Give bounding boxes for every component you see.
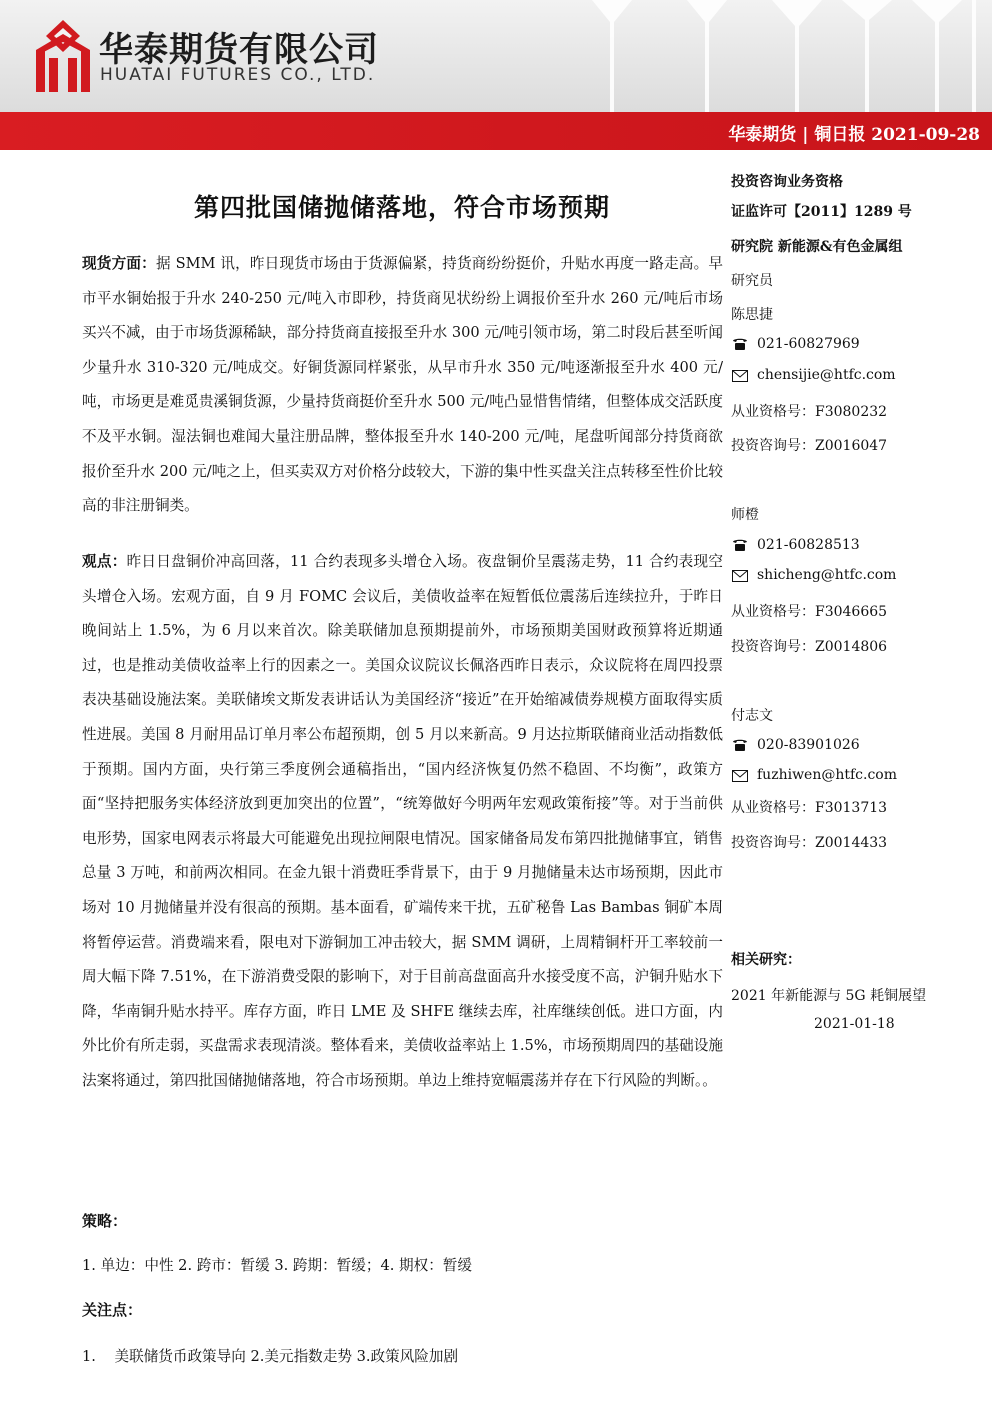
phone-icon (731, 537, 749, 553)
analyst-name: 付志文 (731, 708, 773, 724)
strategy-heading: 策略： (82, 1212, 128, 1230)
document-title: 第四批国储抛储落地，符合市场预期 (193, 193, 610, 222)
analyst-phone: 021-60828513 (757, 537, 860, 553)
page-header (0, 0, 992, 112)
analyst-advisory: 投资咨询号：Z0014806 (731, 639, 888, 655)
analyst-advisory: 投资咨询号：Z0014433 (731, 835, 888, 851)
spot-label: 现货方面： (82, 255, 156, 272)
strategy-text: 1. 单边：中性 2. 跨市：暂缓 3. 跨期：暂缓；4. 期权：暂缓 (82, 1257, 472, 1274)
analyst-email[interactable]: fuzhiwen@htfc.com (757, 767, 898, 783)
view-label: 观点： (82, 553, 127, 570)
focus-heading: 关注点： (82, 1301, 143, 1319)
analyst-name: 师橙 (731, 507, 759, 523)
phone-icon (731, 737, 749, 753)
mail-icon (731, 567, 749, 583)
analyst-name: 陈思捷 (731, 307, 773, 323)
analyst-phone-row (731, 537, 860, 553)
spot-paragraph (82, 247, 723, 524)
analyst-phone-row (731, 336, 860, 352)
analyst-phone: 021-60827969 (757, 336, 860, 352)
related-research-heading: 相关研究： (731, 952, 801, 968)
huatai-logo-icon (36, 20, 90, 92)
analyst-phone-row (731, 737, 860, 753)
view-paragraph (82, 545, 723, 1099)
analyst-advisory: 投资咨询号：Z0016047 (731, 438, 888, 454)
analyst-email[interactable]: shicheng@htfc.com (757, 567, 897, 583)
related-research-date: 2021-01-18 (814, 1016, 895, 1032)
analyst-email[interactable]: chensijie@htfc.com (757, 367, 896, 383)
brand-name-cn: 华泰期货有限公司 (99, 30, 379, 70)
report-tag: 华泰期货 | 铜日报 2021-09-28 (728, 125, 980, 145)
mail-icon (731, 367, 749, 383)
related-research-title[interactable]: 2021 年新能源与 5G 耗铜展望 (731, 988, 927, 1004)
researcher-role: 研究员 (731, 273, 773, 289)
phone-icon (731, 336, 749, 352)
analyst-cert: 从业资格号：F3080232 (731, 404, 888, 420)
mail-icon (731, 767, 749, 783)
analyst-email-row[interactable] (731, 767, 897, 783)
analyst-email-row[interactable] (731, 367, 896, 383)
research-dept: 研究院 新能源&有色金属组 (731, 239, 903, 255)
brand-name-en: HUATAI FUTURES CO., LTD. (100, 65, 376, 85)
analyst-cert: 从业资格号：F3046665 (731, 604, 888, 620)
focus-text: 1. 美联储货币政策导向 2.美元指数走势 3.政策风险加剧 (82, 1348, 459, 1365)
header-decoration (592, 0, 992, 112)
view-text: 昨日日盘铜价冲高回落，11 合约表现多头增仓入场。夜盘铜价呈震荡走势，11 合约表现空头增仓入场。宏观方面，自 9 月 FOMC 会议后，美债收益率在短暂低位震荡后连续拉升，于昨日晚间站上 1.5%，为 6 月以来首次。除美联储加息预期提前外，市场预期美国财政预算将近期通过，也是推动美债收益率上行的因素之一。美国众议院议长佩洛西昨日表示，众议院将在周四投票表决基础设施法案。美联储埃文斯发表讲话认为美国经济“接近”在开始缩减债券规模方面取得实质性进展。美国 8 月耐用品订单月率公布超预期，创 5 月以来新高。9 月达拉斯联储商业活动指数低于预期。国内方面，央行第三季度例会通稿指出，“国内经济恢复仍然不稳固、不均衡”，政策方面“坚持把服务实体经济放到更加突出的位置”，“统筹做好今明两年宏观政策衔接”等。对于当前供电形势，国家电网表示将最大可能避免出现拉闸限电情况。国家储备局发布第四批抛储事宜，销售总量 3 万吨，和前两次相同。在金九银十消费旺季背景下，由于 9 月抛储量未达市场预期，因此市场对 10 月抛储量并没有很高的预期。基本面看，矿端传来干扰，五矿秘鲁 Las Bambas 铜矿本周将暂停运营。消费端来看，限电对下游铜加工冲击较大，据 SMM 调研，上周精铜杆开工率较前一周大幅下降 7.51%，在下游消费受限的影响下，对于目前高盘面高升水接受度不高，沪铜升贴水下降，华南铜升贴水持平。库存方面，昨日 LME 及 SHFE 继续去库，社库继续创低。进口方面，内外比价有所走弱，买盘需求表现清淡。整体看来，美债收益率站上 1.5%，市场预期周四的基础设施法案将通过，第四批国储抛储落地，符合市场预期。单边上维持宽幅震荡并存在下行风险的判断。。 (82, 553, 723, 1089)
analyst-email-row[interactable] (731, 567, 896, 583)
analyst-cert: 从业资格号：F3013713 (731, 800, 888, 816)
spot-text: 据 SMM 讯，昨日现货市场由于货源偏紧，持货商纷纷挺价，升贴水再度一路走高。早市平水铜始报于升水 240-250 元/吨入市即秒，持货商见状纷纷上调报价至升水 260 元/吨后市场买兴不减，由于市场货源稀缺，部分持货商直接报至升水 300 元/吨引领市场，第二时段后甚至听闻少量升水 310-320 元/吨成交。好铜货源同样紧张，从早市升水 350 元/吨逐渐报至升水 400 元/吨，市场更是难觅贵溪铜货源，少量持货商挺价至升水 500 元/吨凸显惜售情绪，但整体成交活跃度不及平水铜。湿法铜也难闻大量注册品牌，整体报至升水 140-200 元/吨，尾盘听闻部分持货商欲报价至升水 200 元/吨之上，但买卖双方对价格分歧较大，下游的集中性买盘关注点转移至性价比较高的非注册铜类。 (82, 255, 723, 515)
qualification-label: 投资咨询业务资格 (731, 174, 843, 190)
analyst-phone: 020-83901026 (757, 737, 860, 753)
license-number: 证监许可【2011】1289 号 (731, 204, 912, 220)
